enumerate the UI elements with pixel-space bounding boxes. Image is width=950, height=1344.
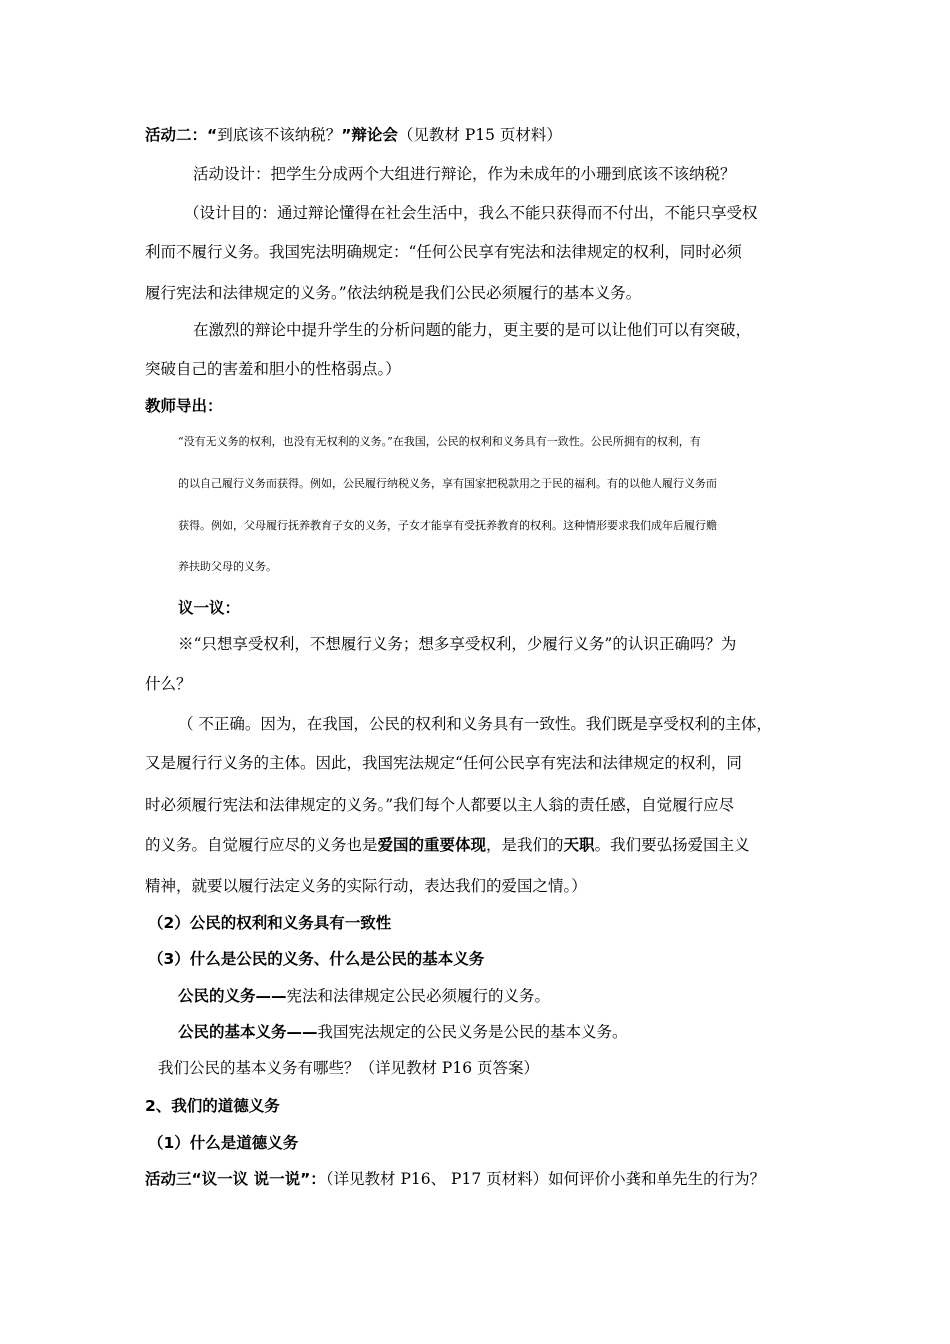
title-part: ”辩论会 bbox=[341, 126, 398, 144]
activity-design: 活动设计：把学生分成两个大组进行辩论，作为未成年的小珊到底该不该纳税？ bbox=[193, 165, 736, 183]
teacher-text-line: 的以自己履行义务而获得。例如，公民履行纳税义务，享有国家把税款用之于民的福利。有的以他人履行义务而 bbox=[178, 477, 717, 490]
definition-basic-duty bbox=[178, 1022, 628, 1042]
activity3-label: 活动三“议一议 说一说”： bbox=[145, 1170, 326, 1188]
discuss-question: ※“只想享受权利，不想履行义务；想多享受权利，少履行义务”的认识正确吗？为 bbox=[178, 635, 737, 653]
activity3-title bbox=[145, 1169, 765, 1189]
term: 公民的基本义务—— bbox=[178, 1023, 318, 1041]
term: 公民的义务—— bbox=[178, 987, 287, 1005]
answer-part: 的义务。自觉履行应尽的义务也是 bbox=[145, 836, 378, 854]
section-heading: （2）公民的权利和义务具有一致性 bbox=[148, 914, 392, 932]
definition: 我国宪法规定的公民义务是公民的基本义务。 bbox=[317, 1023, 628, 1041]
discuss-heading: 议一议： bbox=[178, 599, 241, 617]
purpose-line: （设计目的：通过辩论懂得在社会生活中，我么不能只获得而不付出，不能只享受权 bbox=[184, 204, 758, 222]
discuss-answer-line: 精神，就要以履行法定义务的实际行动，表达我们的爱国之情。） bbox=[145, 877, 587, 895]
section-heading: （1）什么是道德义务 bbox=[148, 1134, 299, 1152]
discuss-answer-line bbox=[145, 835, 750, 855]
teacher-text-line: 养扶助父母的义务。 bbox=[178, 560, 277, 573]
teacher-heading: 教师导出： bbox=[145, 397, 223, 415]
teacher-text-line: “没有无义务的权利，也没有无权利的义务。”在我国，公民的权利和义务具有一致性。公民所拥有的权利，有 bbox=[178, 435, 701, 448]
teacher-text-line: 获得。例如，父母履行抚养教育子女的义务，子女才能享有受抚养教育的权利。这种情形要求我们成年后履行赡 bbox=[178, 519, 717, 532]
title-part: 到底该不该纳税？ bbox=[217, 126, 342, 144]
activity2-title bbox=[145, 125, 562, 145]
definition: 宪法和法律规定公民必须履行的义务。 bbox=[286, 987, 551, 1005]
purpose-line: 突破自己的害羞和胆小的性格弱点。） bbox=[145, 360, 401, 378]
answer-emphasis: 天职 bbox=[563, 836, 595, 854]
discuss-question: 什么？ bbox=[145, 675, 192, 693]
purpose-line: 利而不履行义务。我国宪法明确规定：“任何公民享有宪法和法律规定的权利，同时必须 bbox=[145, 243, 742, 261]
basic-duty-question: 我们公民的基本义务有哪些？（详见教材 P16 页答案） bbox=[158, 1059, 540, 1077]
activity3-text: （详见教材 P16、 P17 页材料）如何评价小龚和单先生的行为？ bbox=[325, 1170, 766, 1188]
section-heading: （3）什么是公民的义务、什么是公民的基本义务 bbox=[148, 950, 485, 968]
discuss-answer-line: 又是履行行义务的主体。因此，我国宪法规定“任何公民享有宪法和法律规定的权利，同 bbox=[145, 754, 742, 772]
purpose-line: 履行宪法和法律规定的义务。”依法纳税是我们公民必须履行的基本义务。 bbox=[145, 284, 642, 302]
section-heading: 2、我们的道德义务 bbox=[145, 1097, 280, 1115]
title-part: （见教材 P15 页材料） bbox=[397, 126, 562, 144]
discuss-answer-line: 时必须履行宪法和法律规定的义务。”我们每个人都要以主人翁的责任感，自觉履行应尽 bbox=[145, 796, 735, 814]
discuss-answer-line: （ 不正确。因为，在我国，公民的权利和义务具有一致性。我们既是享受权利的主体， bbox=[178, 715, 772, 733]
purpose-line: 在激烈的辩论中提升学生的分析问题的能力，更主要的是可以让他们可以有突破， bbox=[193, 321, 752, 339]
answer-part: ，是我们的 bbox=[486, 836, 564, 854]
answer-part: 。我们要弘扬爱国主义 bbox=[594, 836, 750, 854]
answer-emphasis: 爱国的重要体现 bbox=[377, 836, 487, 854]
definition-duty bbox=[178, 986, 550, 1006]
title-part: 活动二：“ bbox=[145, 126, 218, 144]
